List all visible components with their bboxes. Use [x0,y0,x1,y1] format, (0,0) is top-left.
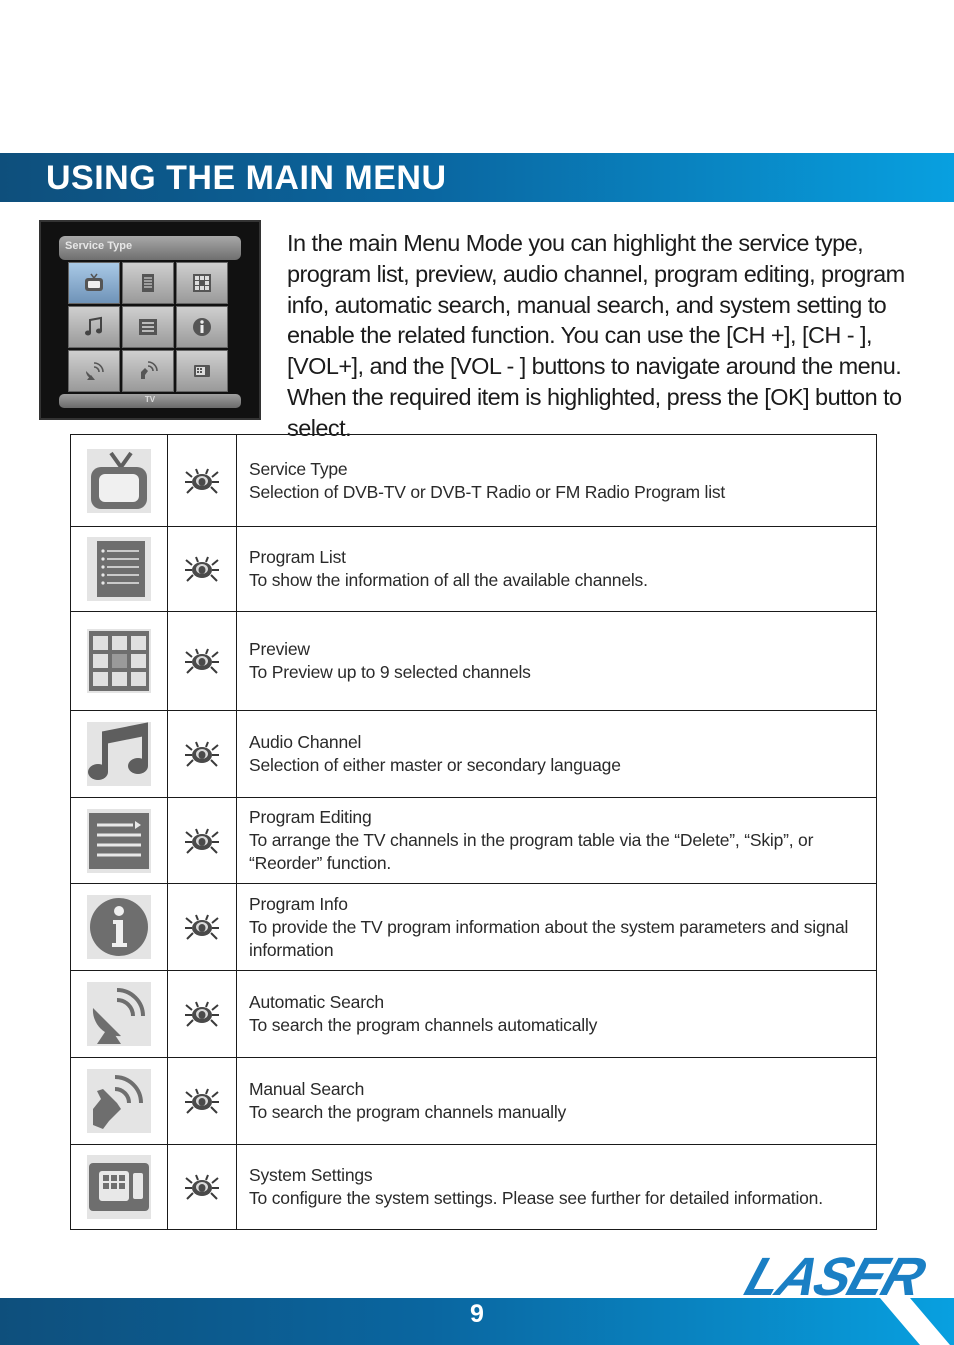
program-edit-icon [87,809,151,873]
item-title: Audio Channel [249,732,362,752]
intro-paragraph: In the main Menu Mode you can highlight the service type, program list, preview, audio channel, program editing, program info, automatic search, manual search, and system setting to enable the related function. You can use the [CH +], [CH - ], [VOL+], and the [VOL - ] buttons to navigate around the menu. When the required item is highlighted, press the [OK] button to select. [287,230,905,441]
music-icon [82,315,106,339]
screen-menu-grid [68,262,231,392]
icon-cell [71,527,168,612]
icon-cell [71,884,168,971]
table-row [71,798,877,884]
item-title: Manual Search [249,1079,365,1099]
screen-tile-tv [68,262,120,304]
screen-tile-satellite [68,350,120,392]
bug-cell [168,1145,237,1230]
item-description: To Preview up to 9 selected channels [249,662,531,682]
item-description: To show the information of all the available channels. [249,570,648,590]
bug-cell [168,612,237,711]
bug-icon [184,913,220,941]
hand-signal-icon [87,1069,151,1133]
bug-icon [184,555,220,583]
title-banner [0,153,954,202]
item-description: To provide the TV program information about the system parameters and signal information [249,916,849,960]
bug-cell [168,435,237,527]
satellite-icon [82,359,106,383]
menu-functions-table [70,434,877,1230]
table-row [71,527,877,612]
table-row [71,971,877,1058]
item-title: System Settings [249,1165,373,1185]
grid-icon [190,271,214,295]
music-note-icon [87,722,151,786]
screen-tile-list [122,262,174,304]
bug-icon [184,647,220,675]
item-text [237,711,877,798]
item-title: Automatic Search [249,992,384,1012]
page-title: USING THE MAIN MENU [46,159,447,197]
info-icon [87,895,151,959]
list-icon [136,271,160,295]
item-text [237,798,877,884]
icon-cell [71,971,168,1058]
icon-cell [71,798,168,884]
item-description: To search the program channels manually [249,1102,567,1122]
item-description: Selection of DVB-TV or DVB-T Radio or FM Radio Program list [249,481,726,502]
item-text [237,435,877,527]
screen-tile-info [176,306,228,348]
item-description: To arrange the TV channels in the program table via the “Delete”, “Skip”, or “Reorder” function. [249,830,814,873]
bug-icon [184,1173,220,1201]
item-description: To search the program channels automatically [249,1015,598,1035]
icon-cell [71,612,168,711]
item-title: Service Type [249,458,348,479]
item-title: Program Editing [249,807,372,827]
bug-cell [168,527,237,612]
bug-cell [168,711,237,798]
satellite-dish-icon [87,982,151,1046]
bug-cell [168,884,237,971]
item-text [237,1145,877,1230]
screen-header [59,236,241,260]
screen-footer-label: TV [144,395,156,404]
bug-icon [184,740,220,768]
page-number: 9 [470,1300,484,1328]
screen-tile-grid [176,262,228,304]
bug-icon [184,467,220,495]
screen-tile-settings [176,350,228,392]
table-row [71,711,877,798]
table-row [71,435,877,527]
item-description: To configure the system settings. Please see further for detailed information. [249,1188,823,1208]
bug-icon [184,827,220,855]
table-row [71,612,877,711]
settings-box-icon [87,1155,151,1219]
item-title: Program Info [249,893,348,914]
icon-cell [71,1058,168,1145]
item-text [237,612,877,711]
bug-cell [168,1058,237,1145]
item-description: Selection of either master or secondary language [249,755,621,775]
icon-cell [71,711,168,798]
icon-cell [71,1145,168,1230]
screen-tile-edit [122,306,174,348]
bug-cell [168,971,237,1058]
bug-icon [184,1000,220,1028]
svg-text:LASER: LASER [738,1246,931,1307]
laser-logo [730,1240,950,1345]
bug-cell [168,798,237,884]
table-row [71,884,877,971]
screen-tile-manual [122,350,174,392]
info-icon [190,315,214,339]
icon-cell [71,435,168,527]
screen-header-label: Service Type [65,240,133,252]
main-menu-screenshot [39,220,261,420]
tv-icon [82,271,106,295]
screen-tile-music [68,306,120,348]
item-text [237,527,877,612]
edit-list-icon [136,315,160,339]
item-text [237,884,877,971]
screen-footer [59,394,241,408]
item-text [237,971,877,1058]
preview-grid-icon [87,629,151,693]
bug-icon [184,1087,220,1115]
hand-search-icon [136,359,160,383]
settings-icon [190,359,214,383]
tv-icon [87,449,151,513]
program-list-icon [87,537,151,601]
item-text [237,1058,877,1145]
item-title: Program List [249,547,346,567]
item-title: Preview [249,639,310,659]
table-row [71,1058,877,1145]
table-row [71,1145,877,1230]
